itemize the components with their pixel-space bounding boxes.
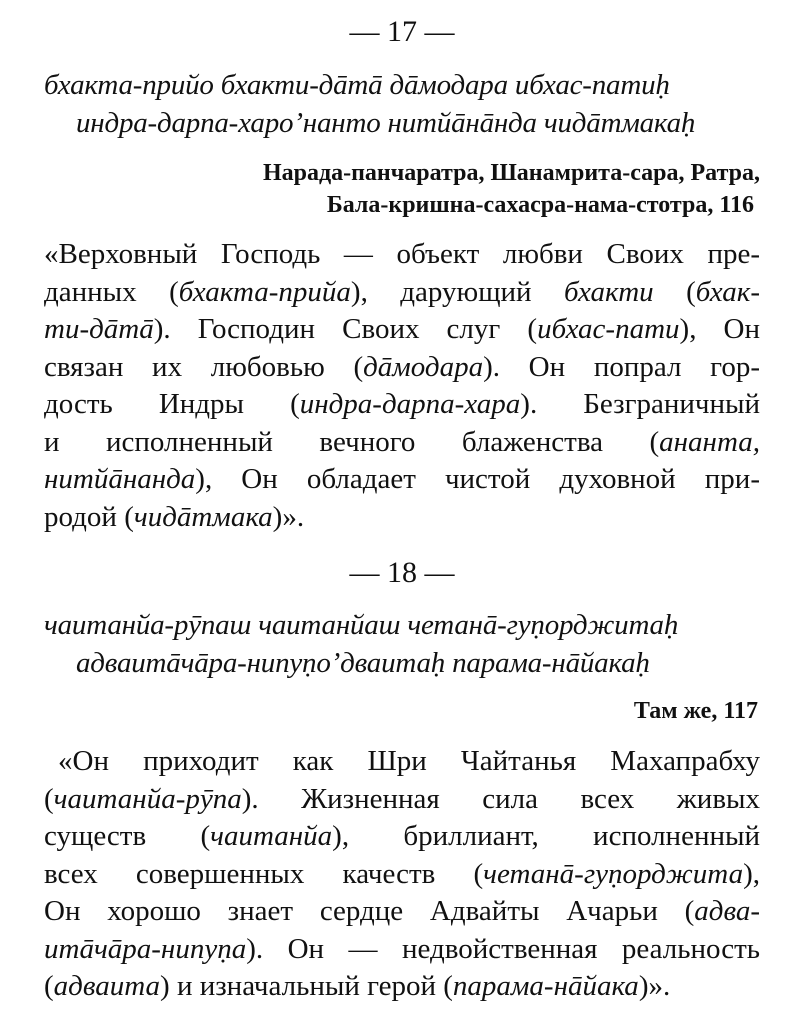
text-run: ( <box>653 275 696 308</box>
commentary-line <box>44 968 760 1006</box>
verse-source <box>44 695 760 727</box>
commentary-line <box>44 386 760 424</box>
verse-line: адваитāчāра-нипуṇо’дваитаḥ парама-нāйакаḥ <box>76 647 650 679</box>
italic-term: бхакта-прийа <box>178 275 351 308</box>
text-run: ), Он <box>679 313 760 345</box>
commentary-paragraph <box>44 743 760 1006</box>
italic-term: адва- <box>694 895 760 927</box>
commentary-line <box>44 349 760 387</box>
italic-term: индра-дарпа-хара <box>299 388 521 420</box>
text-run: ), Он обладает чистой духовной при- <box>195 463 760 495</box>
text-run: )». <box>272 500 305 533</box>
italic-term: чидāтмака <box>133 500 273 533</box>
verse-line: индра-дарпа-харо’нанто нитйāнāнда чидāтмакаḥ <box>76 107 696 139</box>
commentary-line <box>44 424 760 462</box>
commentary-line <box>44 856 760 894</box>
text-run: ), <box>743 857 760 890</box>
text-run: ). Он попрал гор- <box>483 350 760 383</box>
commentary-line <box>44 743 760 781</box>
commentary-line <box>44 931 760 969</box>
italic-term: чаитанйа <box>210 820 333 852</box>
italic-term: ти-дāтā <box>44 313 154 345</box>
text-run: ), бриллиант, исполненный <box>332 820 760 852</box>
text-run: Он хорошо знает сердце Адвайты Ачарьи ( <box>44 895 695 927</box>
commentary-line <box>44 818 760 856</box>
italic-term: бхакти <box>564 275 654 308</box>
source-line: Нарада-панчаратра, Шанамрита-сара, Ратра, <box>262 160 760 186</box>
sanskrit-verse <box>44 606 760 682</box>
text-run: и исполненный вечного блаженства ( <box>44 425 660 458</box>
italic-term: итāчāра-нипуṇа <box>44 932 247 965</box>
text-run: всех совершенных качеств ( <box>44 857 484 890</box>
commentary-paragraph <box>44 236 760 536</box>
text-run: родой ( <box>44 500 134 533</box>
italic-term: бхак- <box>695 275 760 308</box>
section-number: — 18 — <box>349 556 455 589</box>
commentary-line <box>44 893 760 931</box>
italic-term: адваита <box>53 970 161 1002</box>
commentary-line <box>44 236 760 274</box>
verse-line: бхакта-прийо бхакти-дāтā дāмодара ибхас-патиḥ <box>44 69 670 101</box>
commentary-line <box>44 461 760 499</box>
italic-term: ибхас-пати <box>537 313 680 345</box>
text-run: ). Безграничный <box>520 388 761 420</box>
text-run: ). Господин Своих слуг ( <box>153 313 538 345</box>
text-run: ( <box>44 970 54 1002</box>
text-run: «Он приходит как Шри Чайтанья Махапрабху <box>58 745 760 777</box>
commentary-line <box>44 499 760 537</box>
italic-term: нитйāнанда <box>44 463 196 495</box>
sanskrit-verse <box>44 66 760 142</box>
italic-term: ананта, <box>659 425 760 458</box>
commentary-line <box>44 781 760 819</box>
text-run: «Верховный Господь — объект любви Своих пре- <box>44 238 760 270</box>
text-run: данных ( <box>44 275 179 308</box>
text-run: ), дарующий <box>350 275 565 308</box>
text-run: существ ( <box>44 820 211 852</box>
text-run: ( <box>44 782 54 815</box>
verse-line: чаитанйа-рӯпаш чаитанйаш четанā-гуṇорджитаḥ <box>44 609 679 641</box>
italic-term: парама-нāйака <box>452 970 639 1002</box>
italic-term: дāмодара <box>363 350 484 383</box>
section-number: — 17 — <box>349 15 455 48</box>
text-run: ). Он — недвойственная реальность <box>246 932 760 965</box>
italic-term: чаитанйа-рӯпа <box>53 782 242 815</box>
text-run: ) и изначальный герой ( <box>160 970 453 1002</box>
text-run: ). Жизненная сила всех живых <box>241 782 760 815</box>
verse-source <box>44 157 760 221</box>
commentary-line <box>44 311 760 349</box>
text-run: )». <box>638 970 671 1002</box>
text-run: связан их любовью ( <box>44 350 364 383</box>
text-run: дость Индры ( <box>44 388 300 420</box>
italic-term: четанā-гуṇорджита <box>483 857 744 890</box>
source-line: Бала-кришна-сахасра-нама-стотра, 116 <box>326 192 754 218</box>
commentary-line <box>44 274 760 312</box>
source-line: Там же, 117 <box>633 698 758 724</box>
